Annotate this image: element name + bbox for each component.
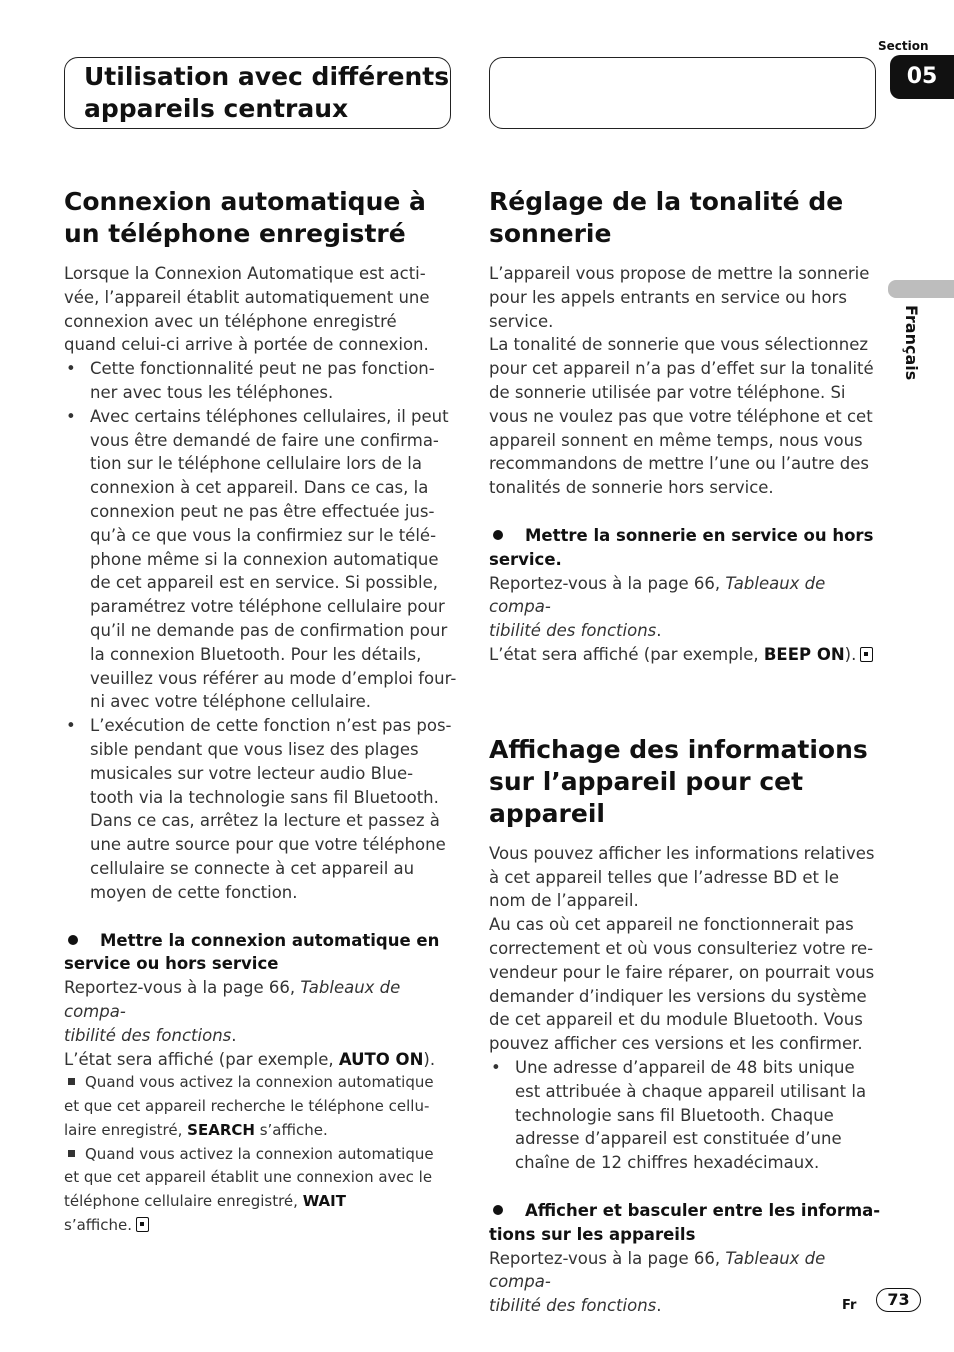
bullet-list <box>64 357 459 904</box>
list-item <box>64 405 459 714</box>
status-suffix: ). <box>844 644 857 664</box>
text-line: tooth via la technologie sans fil Bluetooth. <box>90 787 439 807</box>
ref-prefix: Reportez-vous à la page 66, <box>489 1248 726 1268</box>
note-square-icon <box>68 1078 75 1085</box>
step-text: service. <box>489 549 562 569</box>
section-heading <box>489 734 884 830</box>
right-column <box>489 186 884 1318</box>
left-column <box>64 186 459 1238</box>
text-line: musicales sur votre lecteur audio Blue- <box>90 763 414 783</box>
text-line: recommandons de mettre l’une ou l’autre des <box>489 454 870 474</box>
text-line: quand celui-ci arrive à portée de connexion. <box>64 335 429 355</box>
text-line: vée, l’appareil établit automatiquement une <box>64 287 430 307</box>
footer-language-code: Fr <box>842 1298 857 1313</box>
note-text: et que cet appareil recherche le téléphone cellu- <box>64 1097 430 1116</box>
ref-title: Tableaux de compa- <box>489 573 826 617</box>
text-line: demander d’indiquer les versions du système <box>489 986 867 1006</box>
intro-paragraph <box>64 262 459 357</box>
step-text: service ou hors service <box>64 954 279 974</box>
status-text <box>64 1048 459 1072</box>
text-line: veuillez vous référer au mode d’emploi four- <box>90 668 457 688</box>
section-number: 05 <box>890 55 954 99</box>
ref-suffix: . <box>231 1025 237 1045</box>
text-line: vous être demandé de faire une confirma- <box>90 430 439 450</box>
end-mark-icon <box>860 647 873 662</box>
heading-line: sonnerie <box>489 219 612 248</box>
note-text: téléphone cellulaire enregistré, <box>64 1192 303 1211</box>
paragraph <box>489 333 884 500</box>
status-suffix: ). <box>423 1049 436 1069</box>
step-text: Mettre la sonnerie en service ou hors <box>525 525 874 545</box>
text-line: La tonalité de sonnerie que vous sélectionnez <box>489 335 869 355</box>
text-line: pouvez afficher ces versions et les confirmer. <box>489 1034 863 1054</box>
text-line: cellulaire se connecte à cet appareil au <box>90 858 415 878</box>
bullet-list <box>489 1056 884 1175</box>
text-line: • Une adresse d’appareil de 48 bits unique <box>515 1057 855 1077</box>
header-title <box>84 61 449 125</box>
text-line: ner avec tous les téléphones. <box>90 382 334 402</box>
list-item <box>64 714 459 904</box>
heading-line: Connexion automatique à <box>64 187 426 216</box>
text-line: • Avec certains téléphones cellulaires, il peut <box>90 406 449 426</box>
text-line: technologie sans fil Bluetooth. Chaque <box>515 1105 834 1125</box>
heading-line: Affichage des informations <box>489 734 868 764</box>
text-line: nom de l’appareil. <box>489 891 639 911</box>
status-value: BEEP ON <box>763 644 845 664</box>
header-empty-box <box>489 57 876 129</box>
text-line: à cet appareil telles que l’adresse BD et le <box>489 867 840 887</box>
reference-text <box>489 572 884 643</box>
ref-prefix: Reportez-vous à la page 66, <box>489 573 726 593</box>
language-tab <box>888 280 954 298</box>
language-label: Français <box>902 305 921 381</box>
text-line: qu’il ne demande pas de confirmation pour <box>90 620 448 640</box>
heading-line: sur l’appareil pour cet appareil <box>489 766 804 828</box>
text-line: Lorsque la Connexion Automatique est acti- <box>64 264 426 283</box>
text-line: connexion à cet appareil. Dans ce cas, la <box>90 478 429 498</box>
reference-text <box>64 976 459 1047</box>
text-line: phone même si la connexion automatique <box>90 549 439 569</box>
status-prefix: L’état sera affiché (par exemple, <box>64 1049 339 1069</box>
ref-title: tibilité des fonctions <box>64 1025 232 1045</box>
text-line: vendeur pour le faire réparer, on pourrait vous <box>489 962 875 982</box>
header-title-box <box>64 57 451 129</box>
text-line: Vous pouvez afficher les informations relatives <box>489 843 875 863</box>
paragraph <box>489 913 884 1056</box>
text-line: ni avec votre téléphone cellulaire. <box>90 692 371 712</box>
paragraph <box>489 842 884 913</box>
text-line: service. <box>489 311 554 331</box>
text-line: Au cas où cet appareil ne fonctionnerait pas <box>489 915 854 935</box>
ref-title: tibilité des fonctions <box>489 621 657 641</box>
text-line: • Cette fonctionnalité peut ne pas fonction- <box>90 359 435 379</box>
ref-title: Tableaux de compa- <box>64 978 401 1021</box>
note-text: Quand vous activez la connexion automatique <box>85 1073 434 1092</box>
ref-title: tibilité des fonctions <box>489 1296 657 1316</box>
step-bullet-icon <box>493 530 503 540</box>
text-line: correctement et où vous consulteriez votre re- <box>489 938 874 958</box>
text-line: moyen de cette fonction. <box>90 882 298 902</box>
note-text: laire enregistré, <box>64 1120 188 1139</box>
text-line: sible pendant que vous lisez des plages <box>90 739 419 759</box>
step-instruction <box>489 524 884 572</box>
ref-suffix: . <box>656 621 662 641</box>
text-line: connexion avec un téléphone enregistré <box>64 311 397 331</box>
text-line: est attribuée à chaque appareil utilisant la <box>515 1081 867 1101</box>
note-text: s’affiche. <box>64 1216 133 1235</box>
text-line: • L’exécution de cette fonction n’est pas pos- <box>90 716 452 736</box>
section-heading <box>64 186 459 250</box>
text-line: connexion peut ne pas être effectuée jus- <box>90 501 435 521</box>
heading-line: Réglage de la tonalité de <box>489 187 844 216</box>
note-value: WAIT <box>302 1192 346 1211</box>
text-line: une autre source pour que votre téléphone <box>90 835 446 855</box>
note <box>64 1143 459 1238</box>
section-heading <box>489 186 884 250</box>
step-text: Afficher et basculer entre les informa- <box>525 1200 881 1220</box>
text-line: chaîne de 12 chiffres hexadécimaux. <box>515 1153 820 1173</box>
status-text <box>489 643 884 667</box>
status-value: AUTO ON <box>338 1049 424 1069</box>
text-line: de cet appareil et du module Bluetooth. Vous <box>489 1010 863 1030</box>
text-line: L’appareil vous propose de mettre la sonnerie <box>489 264 870 283</box>
step-instruction <box>64 929 459 977</box>
text-line: de cet appareil est en service. Si possible, <box>90 573 438 593</box>
text-line: tion sur le téléphone cellulaire lors de la <box>90 454 422 474</box>
note-square-icon <box>68 1150 75 1157</box>
text-line: pour cet appareil n’a pas d’effet sur la tonalité <box>489 359 874 379</box>
note <box>64 1071 459 1142</box>
reference-text <box>489 1247 884 1318</box>
text-line: la connexion Bluetooth. Pour les détails, <box>90 644 422 664</box>
text-line: adresse d’appareil est constituée d’une <box>515 1129 842 1149</box>
text-line: vous ne voulez pas que votre téléphone et cet <box>489 406 873 426</box>
note-value: SEARCH <box>187 1120 255 1139</box>
heading-line: un téléphone enregistré <box>64 219 406 248</box>
text-line: Dans ce cas, arrêtez la lecture et passez à <box>90 811 440 831</box>
step-bullet-icon <box>493 1205 503 1215</box>
paragraph <box>489 262 884 333</box>
text-line: tonalités de sonnerie hors service. <box>489 478 774 498</box>
end-mark-icon <box>136 1217 149 1232</box>
ref-prefix: Reportez-vous à la page 66, <box>64 978 301 998</box>
header-title-line: appareils centraux <box>84 94 349 123</box>
header-title-line: Utilisation avec différents <box>84 62 450 91</box>
step-bullet-icon <box>68 935 78 945</box>
text-line: de sonnerie utilisée par votre téléphone. Si <box>489 382 846 402</box>
step-text: tions sur les appareils <box>489 1224 696 1244</box>
note-text: et que cet appareil établit une connexion avec le <box>64 1168 433 1187</box>
step-text: Mettre la connexion automatique en <box>100 930 440 950</box>
text-line: pour les appels entrants en service ou hors <box>489 287 847 307</box>
note-text: s’affiche. <box>254 1120 328 1139</box>
text-line: paramétrez votre téléphone cellulaire pour <box>90 597 445 617</box>
step-instruction <box>489 1199 884 1247</box>
text-line: qu’à ce que vous la confirmiez sur le télé- <box>90 525 437 545</box>
ref-suffix: . <box>656 1296 662 1316</box>
list-item <box>489 1056 884 1175</box>
section-label: Section <box>878 39 929 53</box>
ref-title: Tableaux de compa- <box>489 1248 826 1292</box>
note-text: Quand vous activez la connexion automatique <box>85 1144 434 1163</box>
list-item <box>64 357 459 405</box>
text-line: appareil sonnent en même temps, nous vous <box>489 430 863 450</box>
page-number: 73 <box>876 1288 921 1312</box>
status-prefix: L’état sera affiché (par exemple, <box>489 644 764 664</box>
